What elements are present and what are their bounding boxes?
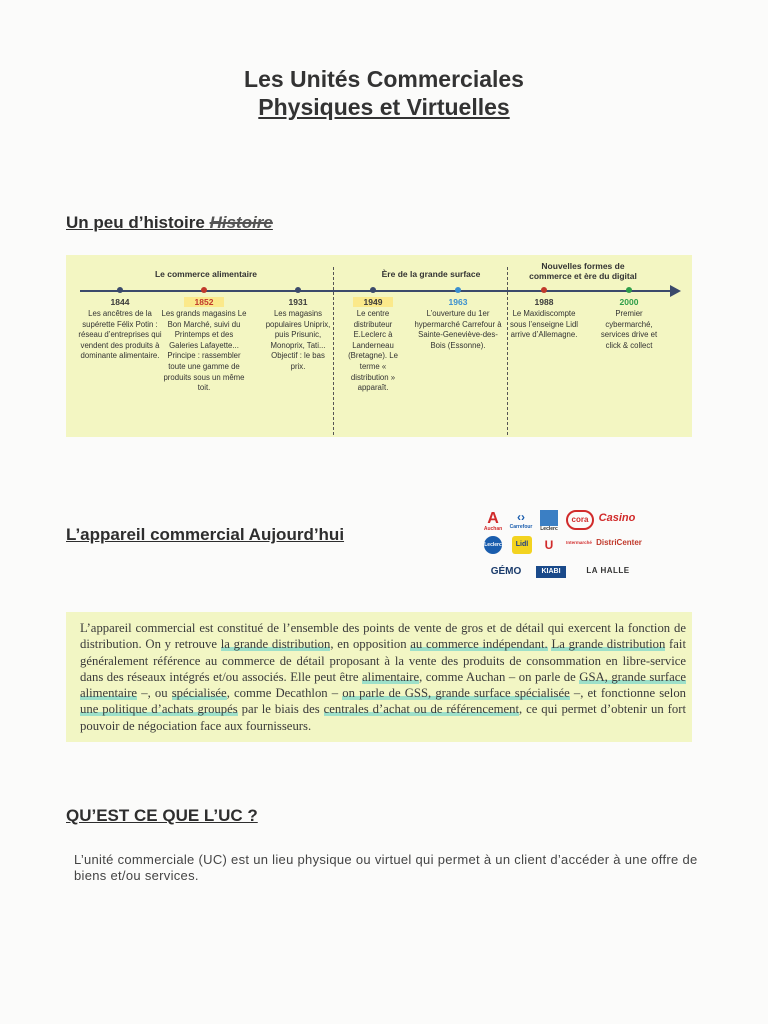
timeline-event-text: Les grands magasins Le Bon Marché, suivi du Printemps et des Galeries Lafayette... Principe : rassembler toute une gamme de produits sous un même toit.	[161, 309, 247, 393]
gemo-logo: GÉMO	[490, 566, 522, 577]
uc-heading: QU’EST CE QUE L’UC ?	[66, 806, 258, 825]
leclerc-logo	[540, 510, 558, 526]
carrefour-logo: ‹›	[517, 510, 525, 524]
paragraph-text: , comme Decathlon –	[226, 686, 343, 701]
history-heading	[66, 213, 273, 233]
timeline-arrow-icon	[670, 285, 681, 297]
highlighted-phrase: La grande distribution	[551, 637, 666, 652]
retailer-logos	[478, 508, 648, 582]
highlighted-phrase: au commerce indépendant.	[410, 637, 548, 652]
timeline-year: 1852	[184, 297, 224, 307]
carrefour-logo-label: Carrefour	[509, 524, 533, 530]
districenter-logo: DistriCenter	[596, 538, 642, 547]
paragraph-text: –, et fonctionne selon	[569, 686, 687, 701]
timeline-year: 1988	[534, 297, 554, 307]
highlighted-phrase: une politique d’achats groupés	[80, 702, 238, 717]
timeline-event-text: Les magasins populaires Uniprix, puis Prisunic, Monoprix, Tati... Objectif : le bas prix.	[265, 309, 331, 371]
highlighted-phrase: spécialisée	[171, 686, 227, 701]
timeline-dot	[295, 287, 301, 293]
appareil-paragraph-box	[66, 612, 692, 742]
timeline-event-text: L’ouverture du 1er hypermarché Carrefour à Sainte-Geneviève-des-Bois (Essonne).	[414, 309, 502, 350]
highlighted-phrase: centrales d’achat ou de référencement	[323, 702, 519, 717]
timeline-year: 2000	[619, 297, 639, 307]
timeline-event-text: Le centre distributeur E.Leclerc à Landerneau (Bretagne). Le terme « distribution » apparaît.	[348, 309, 398, 393]
intermarche-logo: Intermarché	[566, 540, 592, 545]
appareil-heading: L’appareil commercial Aujourd’hui	[66, 525, 345, 544]
timeline-event-text: Le Maxidiscompte sous l’enseigne Lidl arrive d’Allemagne.	[509, 309, 579, 340]
la-halle-logo: LA HALLE	[586, 566, 630, 575]
paragraph-text: fait généralement référence au commerce de détail proposant à la vente des produits de consommation en libre-service dans des réseaux intégrés et/ou associés. Elle peut être	[80, 637, 686, 684]
timeline-dot	[455, 287, 461, 293]
timeline-event-text: Premier cybermarché, services drive et click & collect	[600, 309, 658, 350]
paragraph-text: , comme Auchan – on parle de	[419, 669, 580, 684]
history-heading-text: Un peu d’histoire	[66, 213, 205, 232]
era-label: Ère de la grande surface	[381, 269, 481, 279]
page-subtitle: Physiques et Virtuelles	[258, 94, 510, 120]
era-divider	[507, 267, 508, 435]
struck-word: Histoire	[209, 213, 273, 232]
timeline-year: 1949	[353, 297, 393, 307]
paragraph-text: , ce qui permet d’obtenir un fort pouvoir de négociation face aux fournisseurs.	[80, 702, 686, 733]
appareil-paragraph	[80, 620, 686, 734]
timeline-year: 1963	[448, 297, 468, 307]
highlighted-phrase: on parle de GSS, grande surface spécialisée	[342, 686, 570, 701]
leclerc-round-logo: Leclerc	[484, 536, 502, 554]
era-divider	[333, 267, 334, 435]
timeline-dot	[370, 287, 376, 293]
paragraph-text: L’appareil commercial est constitué de l’ensemble des points de vente de gros et de détail qui exercent la fonction de distribution. On y retrouve	[80, 621, 686, 652]
era-label: Nouvelles formes de commerce et ère du digital	[529, 261, 637, 281]
paragraph-text: par le biais des	[237, 702, 324, 717]
uc-definition: L’unité commerciale (UC) est un lieu physique ou virtuel qui permet à un client d’accéder à une offre de biens et/ou services.	[74, 852, 698, 883]
timeline-dot	[201, 287, 207, 293]
auchan-logo: A	[487, 510, 499, 527]
kiabi-logo: KIABI	[536, 566, 566, 578]
lidl-logo: Lidl	[512, 536, 532, 554]
paragraph-text: –, ou	[137, 686, 172, 701]
history-timeline	[66, 255, 692, 437]
leclerc-logo-label: Leclerc	[540, 526, 558, 532]
timeline-year: 1844	[110, 297, 130, 307]
timeline-axis	[80, 290, 672, 292]
timeline-dot	[117, 287, 123, 293]
cora-logo: cora	[566, 510, 594, 530]
timeline-event-text: Les ancêtres de la supérette Félix Potin : réseau d’entreprises qui vendent des produits à dominante alimentaire.	[78, 309, 162, 361]
auchan-logo-label: Auchan	[483, 526, 503, 532]
timeline-year: 1931	[288, 297, 308, 307]
casino-logo: Casino	[598, 512, 636, 524]
highlighted-phrase: la grande distribution	[220, 637, 331, 652]
highlighted-phrase: GSA, grande surface alimentaire	[80, 669, 686, 701]
timeline-dot	[541, 287, 547, 293]
page-title: Les Unités Commerciales	[244, 66, 524, 92]
paragraph-text: , en opposition	[330, 637, 411, 652]
systeme-u-logo: U	[544, 538, 554, 552]
highlighted-phrase: alimentaire	[362, 669, 420, 684]
timeline-dot	[626, 287, 632, 293]
era-label: Le commerce alimentaire	[154, 269, 258, 279]
